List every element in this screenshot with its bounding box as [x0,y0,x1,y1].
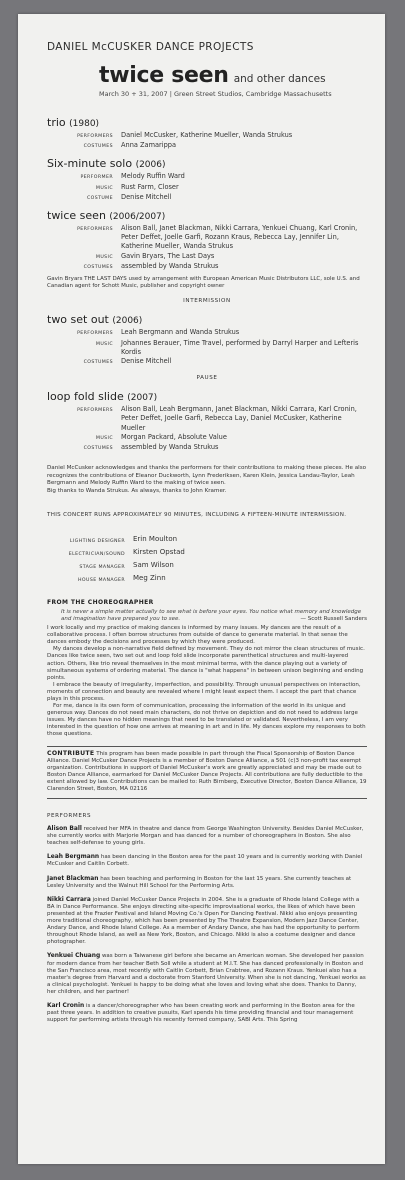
intermission-label: INTERMISSION [183,298,231,305]
piece-two-set-out [47,313,367,367]
piece-twice-seen [47,209,367,290]
staff-row [47,560,367,573]
bio-entry [47,1003,367,1024]
piece-name: trio [47,116,66,129]
credit-role: COSTUMES [83,446,113,452]
credit-value: Denise Mitchell [121,357,172,366]
bio-entry [47,876,367,890]
piece-year: (2007) [127,393,158,404]
credit-value: Rust Farm, Closer [121,182,179,191]
performers-heading: PERFORMERS [47,813,92,820]
credit-row [47,252,367,262]
credit-value: assembled by Wanda Strukus [121,261,219,270]
epigraph-attribution: — Scott Russell Sanders [300,616,367,623]
bio-text: received her MFA in theatre and dance from George Washington University. Besides Daniel McCusker, she currently works with Marjorie Morgan and has danced for a number of choreographers in Boston. She also teaches self-defense to young girls. [47,826,364,847]
credit-value: Denise Mitchell [121,192,172,201]
credit-role: COSTUMES [83,144,113,150]
essay-paragraph: My dances develop a non-narrative field defined by movement. They do not mirror the clean structures of music. Dances like twice seen, two set out and loop fold slide incorporate parenthetical structures and multi-layered action. Others, like trio reveal themselves in the most minimal terms, with the dance playing out a variety of simultaneous systems of ordering material. The dance is "what happens" in between unison beginning and ending points. [47,646,365,681]
credit-role: COSTUMES [83,360,113,366]
choreographer-heading: FROM THE CHOREOGRAPHER [47,598,154,606]
staff-role: STAGE MANAGER [79,564,125,570]
piece-name: twice seen [47,209,106,223]
bio-text: is a dancer/choreographer who has been creating work and performing in the Boston area for the past three years. In addition to creative pusuits, Karl spends his time providing financial and tour management support for performing artists through his recently formed company, SABI Arts. This Spring [47,1002,355,1024]
company-name: DANIEL McCUSKER DANCE PROJECTS [47,41,254,53]
credit-row [47,183,367,193]
essay-paragraph: For me, dance is its own form of communication, processing the information of the world in its unique and generous way. Dances do not need main characters, do not thrive on depiction and do not need to address large issues. My dances have no hidden meanings that need to be translated or validated. Nevertheless, I am very interested in the question of how one arrives at meaning in art and in life. My dances explore my responses to both those questions. [47,703,366,738]
performer-bios [47,826,367,1024]
bio-name: Alison Ball [47,826,82,833]
piece-list [47,116,367,453]
program-sheet [18,14,385,1164]
piece-year: (2006) [112,316,143,327]
essay-paragraph: I embrace the beauty of irregularity, imperfection, and possibility. Through unusual perspectives on interaction, moments of connection and beauty are revealed where I might least expect them. I accept the part that chance plays in this process. [47,681,361,702]
piece-six-minute-solo [47,157,367,203]
credit-row [47,357,367,367]
credit-row [47,172,367,182]
bio-name: Nikki Carrara [47,896,91,903]
credit-value: assembled by Wanda Strukus [121,443,219,452]
piece-name: Six-minute solo [47,157,133,171]
credit-value: Leah Bergmann and Wanda Strukus [121,328,240,337]
bio-text: has been dancing in the Boston area for the past 10 years and is currently working with Daniel McCusker and Caitlin Corbett. [47,854,363,868]
bio-entry [47,953,367,996]
bio-entry [47,854,367,868]
staff-role: HOUSE MANAGER [77,577,125,583]
pause-label: PAUSE [196,375,218,382]
bio-entry [47,826,367,847]
runtime-note: THIS CONCERT RUNS APPROXIMATELY 90 MINUTES, INCLUDING A FIFTEEN-MINUTE INTERMISSION. [47,511,347,518]
credit-role: PERFORMERS [77,408,113,414]
acknowledgement-text: Daniel McCusker acknowledges and thanks the performers for their contributions to making these pieces. He also recognizes the contributions of Eleanor Duckworth, Lynn Frederiksen, Karen Klein, Jessica Landau-Taylor, Leah Bergmann and Melody Ruffin Ward to the making of twice seen. [47,465,367,487]
credit-role: COSTUMES [83,264,113,270]
program-content [47,41,367,1024]
credit-role: PERFORMERS [77,331,113,337]
contribute-text: This program has been made possible in part through the Fiscal Sponsorship of Boston Dance Alliance. Daniel McCusker Dance Projects is a member of Boston Dance Alliance, a 501 (c)3 non-profit tax exempt organization. Contributions in support of Daniel McCusker's work are greatly appreciated and may be made out to Boston Dance Alliance, earmarked for Daniel McCusker Dance Projects. All contributions are fully deductible to the extent allowed by law. Contributions can be mailed to: Ruth Birnberg, Executive Director, Boston Dance Alliance, 19 Clarendon Street, Boston, MA 02116 [47,750,367,793]
staff-role: ELECTRICIAN/SOUND [68,551,125,557]
bio-name: Leah Bergmann [47,854,100,861]
contribute-box [47,746,367,800]
piece-loop-fold-slide [47,390,367,453]
credit-role: MUSIC [95,185,113,191]
piece-year: (2006/2007) [109,212,166,223]
credit-role: MUSIC [95,254,113,260]
credit-row [47,131,367,141]
staff-name: Meg Zinn [133,573,166,582]
credit-row [47,443,367,453]
program-title [99,63,367,88]
credit-row [47,339,367,357]
credit-row [47,433,367,443]
piece-title [47,157,367,170]
credit-role: PERFORMERS [77,227,113,233]
credit-row [47,405,367,433]
credit-value: Morgan Packard, Absolute Value [121,432,227,441]
staff-row [47,534,367,547]
essay-paragraph: I work locally and my practice of making dances is informed by many issues. My dances are the result of a collaborative process. I often borrow structures from outside of dance to generate material. In that sense the dances embody the decisions and processes by which they were produced. [47,625,348,646]
bio-name: Karl Cronin [47,1002,85,1009]
bio-text: was born a Taiwanese girl before she became an American woman. She developed her passion for modern dance from her teacher Beth Soll while a student at M.I.T. She has danced professionally in Boston and the San Francisco area, most recently with Caitlin Corbett, Brian Crabtree, and Rozann Kraus. Yenkuei also has a master's degree from Harvard and a doctorate from Stanford University. When she is not dancing, Yenkuei works as a clinical psychologist. Yenkuei is happy to be doing what she loves and loving what she does. Thanks to Danny, her children, and her partner! [47,953,366,995]
credit-row [47,262,367,272]
contribute-label: CONTRIBUTE [47,749,95,757]
credit-value: Daniel McCusker, Katherine Mueller, Wanda Strukus [121,131,293,139]
bio-name: Yenkuei Chuang [47,953,101,960]
staff-name: Kirsten Opstad [133,547,185,556]
credit-value: Alison Ball, Janet Blackman, Nikki Carrara, Yenkuei Chuang, Karl Cronin, Peter Deffet, Joelle Garfi, Rozann Kraus, Rebecca Lay, Jennifer Lin, Katherine Mueller, Wanda Strukus [121,224,358,251]
credit-row [47,224,367,252]
credit-role: PERFORMER [80,175,113,181]
bio-entry [47,897,367,947]
piece-trio [47,116,367,151]
credit-role: MUSIC [95,341,113,347]
bio-name: Janet Blackman [47,875,99,882]
bio-text: joined Daniel McCusker Dance Projects in 2004. She is a graduate of Rhode Island College with a BA in Dance Performance. She enjoys directing site-specific improvisational works, the likes of which have been presented at the Frazier Festival and Island Moving Co.'s Open For Dancing Festival. Nikki also enjoys presenting more traditional choreography, which has been presented by The Theatre Expansion, Modern Jazz Dance Center, Andary Dance, and Rhode Island College. As a member of Andary Dance, she has had the opportunity to perform throughout Rhode Island, as well as New York, Boston, and Chicago. Nikki is also a costume designer and dance photographer. [47,896,360,946]
credit-value: Johannes Berauer, Time Travel, performed by Darryl Harper and Lefteris Kordis [121,338,359,356]
credit-value: Anna Zamarippa [121,141,176,150]
credit-role: PERFORMERS [77,134,113,139]
piece-title [47,116,367,129]
thanks-text: Big thanks to Wanda Strukus. As always, thanks to John Kramer. [47,488,227,495]
credit-row [47,328,367,338]
piece-title [47,209,367,222]
credit-value: Gavin Bryars, The Last Days [121,251,215,260]
title-subtitle: and other dances [233,73,326,85]
staff-row [47,573,367,586]
staff-name: Erin Moulton [133,534,178,543]
staff-list [47,534,367,586]
piece-year: (1980) [69,119,100,129]
choreographer-essay [47,625,367,739]
license-note: Gavin Bryars THE LAST DAYS used by arrangement with European American Music Distributors LLC, sole U.S. and Canadian agent for Schott Music, publisher and copyright owner [47,276,360,290]
acknowledgement [47,465,367,495]
piece-year: (2006) [135,160,166,171]
dateline: March 30 + 31, 2007 | Green Street Studios, Cambridge Massachusetts [99,90,332,98]
credit-role: COSTUME [86,195,113,201]
credit-row [47,193,367,203]
credit-value: Melody Ruffin Ward [121,172,185,181]
credit-row [47,141,367,151]
staff-role: LIGHTING DESIGNER [69,538,125,544]
staff-name: Sam Wilson [133,560,174,569]
staff-row [47,547,367,560]
credit-role: MUSIC [95,435,113,441]
title-main: twice seen [99,63,229,88]
piece-title [47,390,367,403]
piece-name: loop fold slide [47,390,124,404]
epigraph-quote: It is never a simple matter actually to see what is before your eyes. You notice what memory and knowledge and imagination have prepared you to see. [61,608,362,622]
bio-text: has been teaching and performing in Boston for the last 15 years. She currently teaches at Lesley University and the Walnut Hill School for the Performing Arts. [47,875,352,889]
piece-name: two set out [47,313,109,327]
piece-title [47,313,367,326]
credit-value: Alison Ball, Leah Bergmann, Janet Blackman, Nikki Carrara, Karl Cronin, Peter Deffet, Joelle Garfi, Rebecca Lay, Daniel McCusker, Katherine Mueller [121,405,357,432]
